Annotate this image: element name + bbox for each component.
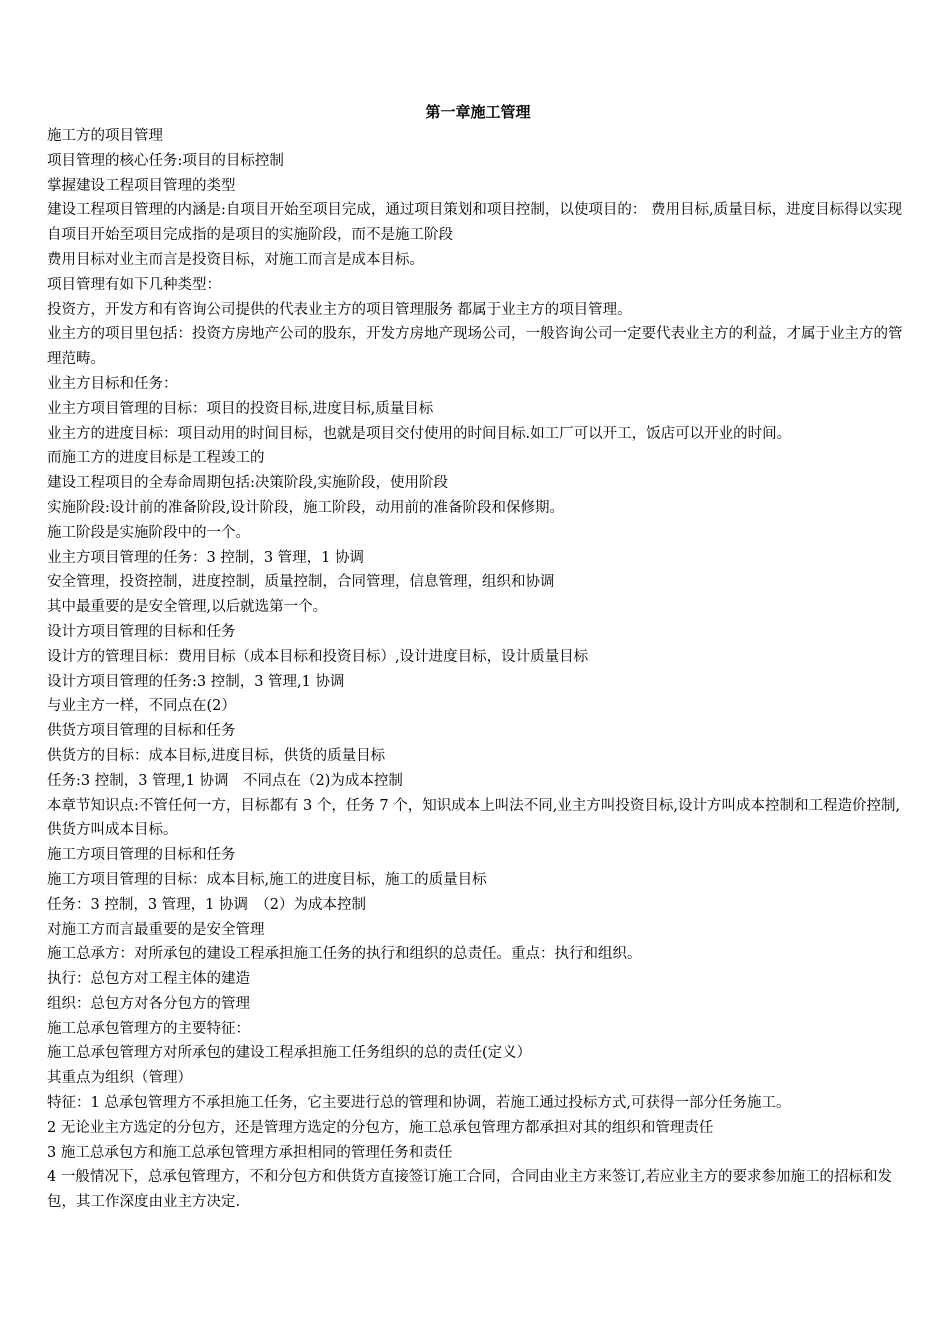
paragraph: 项目管理的核心任务:项目的目标控制 xyxy=(47,152,284,169)
paragraph: 任务:3 控制，3 管理,1 协调 不同点在（2)为成本控制 xyxy=(47,772,403,789)
paragraph: 建设工程项目管理的内涵是:自项目开始至项目完成，通过项目策划和项目控制，以使项目的： 费用目标,质量目标，进度目标得以实现 xyxy=(47,202,903,219)
paragraph: 施工阶段是实施阶段中的一个。 xyxy=(47,524,250,541)
paragraph: 施工方项目管理的目标：成本目标,施工的进度目标，施工的质量目标 xyxy=(47,871,487,888)
paragraph: 与业主方一样，不同点在(2） xyxy=(47,698,236,715)
paragraph: 对施工方而言最重要的是安全管理 xyxy=(47,921,265,938)
paragraph: 本章节知识点:不管任何一方，目标都有 3 个，任务 7 个，知识成本上叫法不同,业主方叫投资目标,设计方叫成本控制和工程造价控制,供货方叫成本目标。 xyxy=(47,797,901,839)
paragraph: 而施工方的进度目标是工程竣工的 xyxy=(47,450,265,467)
paragraph: 执行：总包方对工程主体的建造 xyxy=(47,971,250,988)
paragraph: 2 无论业主方选定的分包方，还是管理方选定的分包方，施工总承包管理方都承担对其的组织和管理责任 xyxy=(47,1119,714,1136)
paragraph: 费用目标对业主而言是投资目标，对施工而言是成本目标。 xyxy=(47,251,424,268)
paragraph: 4 一般情况下，总承包管理方，不和分包方和供货方直接签订施工合同，合同由业主方来签订,若应业主方的要求参加施工的招标和发包，其工作深度由业主方决定. xyxy=(47,1169,892,1211)
paragraph: 设计方的管理目标：费用目标（成本目标和投资目标）,设计进度目标，设计质量目标 xyxy=(47,648,589,665)
paragraph: 自项目开始至项目完成指的是项目的实施阶段，而不是施工阶段 xyxy=(47,227,453,244)
paragraph: 掌握建设工程项目管理的类型 xyxy=(47,177,236,194)
paragraph: 业主方项目管理的任务：3 控制，3 管理，1 协调 xyxy=(47,549,365,566)
paragraph: 实施阶段:设计前的准备阶段,设计阶段，施工阶段，动用前的准备阶段和保修期。 xyxy=(47,499,564,516)
paragraph: 施工总承包管理方对所承包的建设工程承担施工任务组织的总的责任(定义） xyxy=(47,1045,532,1062)
paragraph: 业主方的进度目标：项目动用的时间目标，也就是项目交付使用的时间目标.如工厂可以开工，饭店可以开业的时间。 xyxy=(47,425,792,442)
paragraph: 建设工程项目的全寿命周期包括:决策阶段,实施阶段，使用阶段 xyxy=(47,475,448,492)
document-body xyxy=(47,124,909,1215)
paragraph: 安全管理，投资控制，进度控制，质量控制，合同管理，信息管理，组织和协调 xyxy=(47,574,555,591)
paragraph: 设计方项目管理的目标和任务 xyxy=(47,623,236,640)
paragraph: 施工总承包管理方的主要特征： xyxy=(47,1020,250,1037)
paragraph: 业主方目标和任务： xyxy=(47,375,178,392)
paragraph: 施工总承方：对所承包的建设工程承担施工任务的执行和组织的总责任。重点：执行和组织。 xyxy=(47,946,642,963)
paragraph: 其中最重要的是安全管理,以后就选第一个。 xyxy=(47,599,328,616)
paragraph: 组织：总包方对各分包方的管理 xyxy=(47,995,250,1012)
paragraph: 供货方的目标：成本目标,进度目标，供货的质量目标 xyxy=(47,747,386,764)
paragraph: 设计方项目管理的任务:3 控制，3 管理,1 协调 xyxy=(47,673,345,690)
paragraph: 施工方项目管理的目标和任务 xyxy=(47,847,236,864)
paragraph: 任务：3 控制，3 管理，1 协调 （2）为成本控制 xyxy=(47,896,366,913)
paragraph: 3 施工总承包方和施工总承包管理方承担相同的管理任务和责任 xyxy=(47,1144,453,1161)
document-page xyxy=(47,100,909,1215)
paragraph: 业主方项目管理的目标：项目的投资目标,进度目标,质量目标 xyxy=(47,400,434,417)
paragraph: 投资方，开发方和有咨询公司提供的代表业主方的项目管理服务 都属于业主方的项目管理。 xyxy=(47,301,632,318)
paragraph: 施工方的项目管理 xyxy=(47,128,163,144)
document-title: 第一章施工管理 xyxy=(425,103,531,121)
paragraph: 特征：1 总承包管理方不承担施工任务，它主要进行总的管理和协调，若施工通过投标方式,可获得一部分任务施工。 xyxy=(47,1095,791,1112)
paragraph: 其重点为组织（管理） xyxy=(47,1070,192,1087)
paragraph: 项目管理有如下几种类型： xyxy=(47,276,221,293)
paragraph: 业主方的项目里包括：投资方房地产公司的股东，开发方房地产现场公司，一般咨询公司一定要代表业主方的利益，才属于业主方的管理范畴。 xyxy=(47,326,903,368)
paragraph: 供货方项目管理的目标和任务 xyxy=(47,723,236,740)
